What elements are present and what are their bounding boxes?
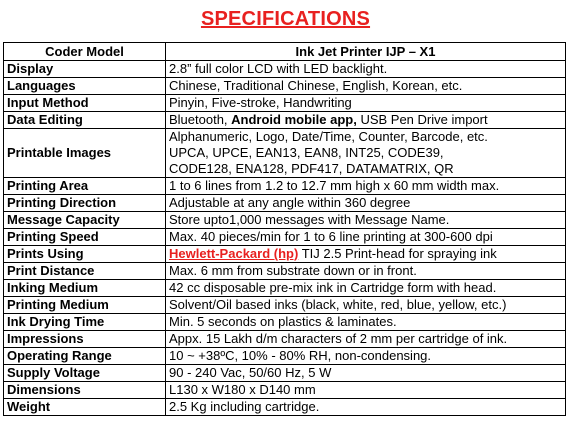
value-line: CODE128, ENA128, PDF417, DATAMATRIX, QR <box>169 161 454 176</box>
row-inking-medium <box>4 280 566 297</box>
row-printable-images <box>4 129 566 178</box>
row-value <box>166 129 566 178</box>
row-label: Print Distance <box>4 263 166 280</box>
row-label: Input Method <box>4 95 166 112</box>
row-value: 90 - 240 Vac, 50/60 Hz, 5 W <box>166 365 566 382</box>
row-message-capacity <box>4 212 566 229</box>
page-title: SPECIFICATIONS <box>200 8 371 30</box>
value-bold-text: Android mobile app, <box>231 112 357 127</box>
row-ink-drying-time <box>4 314 566 331</box>
row-value: 10 ~ +38ºC, 10% - 80% RH, non-condensing. <box>166 348 566 365</box>
row-value: Max. 40 pieces/min for 1 to 6 line printing at 300-600 dpi <box>166 229 566 246</box>
row-label: Supply Voltage <box>4 365 166 382</box>
header-coder-model: Coder Model <box>4 43 166 61</box>
row-value: 1 to 6 lines from 1.2 to 12.7 mm high x 60 mm width max. <box>166 178 566 195</box>
row-prints-using <box>4 246 566 263</box>
value-line: Alphanumeric, Logo, Date/Time, Counter, Barcode, etc. <box>169 129 488 144</box>
row-value: Max. 6 mm from substrate down or in front. <box>166 263 566 280</box>
row-label: Dimensions <box>4 382 166 399</box>
row-printing-direction <box>4 195 566 212</box>
row-label: Printing Medium <box>4 297 166 314</box>
value-text: TIJ 2.5 Print-head for spraying ink <box>298 246 497 261</box>
row-operating-range <box>4 348 566 365</box>
row-supply-voltage <box>4 365 566 382</box>
row-value <box>166 112 566 129</box>
row-printing-medium <box>4 297 566 314</box>
row-label: Inking Medium <box>4 280 166 297</box>
row-weight <box>4 399 566 416</box>
row-value: L130 x W180 x D140 mm <box>166 382 566 399</box>
row-dimensions <box>4 382 566 399</box>
row-value: Store upto1,000 messages with Message Name. <box>166 212 566 229</box>
row-value: Min. 5 seconds on plastics & laminates. <box>166 314 566 331</box>
row-languages <box>4 78 566 95</box>
row-label: Impressions <box>4 331 166 348</box>
header-model-name: Ink Jet Printer IJP – X1 <box>166 43 566 61</box>
row-value: 2.8” full color LCD with LED backlight. <box>166 61 566 78</box>
row-value: Appx. 15 Lakh d/m characters of 2 mm per cartridge of ink. <box>166 331 566 348</box>
row-data-editing <box>4 112 566 129</box>
row-value: Pinyin, Five-stroke, Handwriting <box>166 95 566 112</box>
row-label: Display <box>4 61 166 78</box>
row-value: 2.5 Kg including cartridge. <box>166 399 566 416</box>
row-print-distance <box>4 263 566 280</box>
row-display <box>4 61 566 78</box>
row-input-method <box>4 95 566 112</box>
value-line: UPCA, UPCE, EAN13, EAN8, INT25, CODE39, <box>169 145 444 160</box>
row-value: 42 cc disposable pre-mix ink in Cartridge form with head. <box>166 280 566 297</box>
row-value: Solvent/Oil based inks (black, white, red, blue, yellow, etc.) <box>166 297 566 314</box>
row-label: Languages <box>4 78 166 95</box>
row-label: Weight <box>4 399 166 416</box>
row-value <box>166 246 566 263</box>
table-header-row <box>4 43 566 61</box>
value-text: Bluetooth, <box>169 112 232 127</box>
hewlett-packard-link[interactable]: Hewlett-Packard (hp) <box>169 246 299 261</box>
row-label: Prints Using <box>4 246 166 263</box>
row-label: Operating Range <box>4 348 166 365</box>
row-label: Printable Images <box>4 129 166 178</box>
row-impressions <box>4 331 566 348</box>
row-label: Printing Speed <box>4 229 166 246</box>
row-value: Adjustable at any angle within 360 degree <box>166 195 566 212</box>
specifications-table <box>3 42 566 416</box>
row-printing-area <box>4 178 566 195</box>
row-label: Printing Direction <box>4 195 166 212</box>
row-label: Data Editing <box>4 112 166 129</box>
row-label: Ink Drying Time <box>4 314 166 331</box>
row-label: Message Capacity <box>4 212 166 229</box>
row-printing-speed <box>4 229 566 246</box>
row-value: Chinese, Traditional Chinese, English, Korean, etc. <box>166 78 566 95</box>
row-label: Printing Area <box>4 178 166 195</box>
value-text: USB Pen Drive import <box>356 112 488 127</box>
